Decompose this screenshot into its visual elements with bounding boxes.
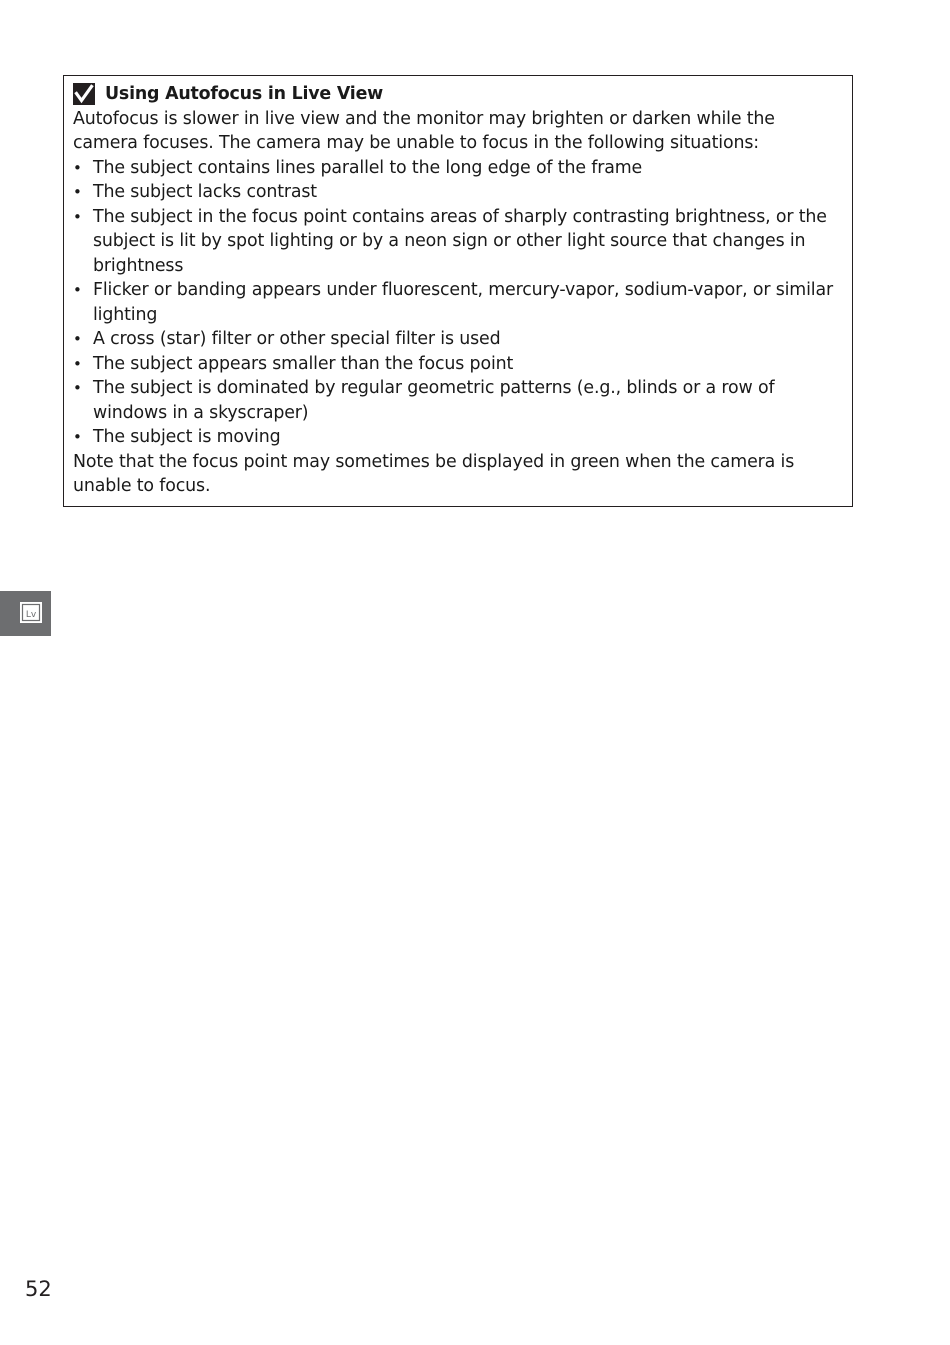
list-item — [73, 376, 840, 425]
list-item-text: The subject lacks contrast — [93, 182, 317, 202]
list-item-text: The subject is moving — [93, 427, 281, 447]
list-item-text: The subject contains lines parallel to the long edge of the frame — [93, 157, 643, 178]
note-closing: Note that the focus point may sometimes be displayed in green when the camera is unable to focus. — [73, 451, 795, 496]
live-view-icon-label: Lv — [25, 609, 37, 620]
list-item-text: The subject is dominated by regular geometric patterns (e.g., blinds or a row of windows in a skyscraper) — [93, 378, 775, 423]
list-item — [73, 278, 840, 327]
live-view-icon — [20, 602, 42, 623]
note-heading — [73, 82, 840, 107]
list-item-text: Flicker or banding appears under fluorescent, mercury-vapor, sodium-vapor, or similar lighting — [93, 280, 833, 325]
bullet: • — [73, 183, 82, 201]
checkmark-note-icon — [73, 83, 95, 105]
bullet: • — [73, 158, 82, 177]
list-item — [73, 327, 840, 352]
bullet: • — [73, 379, 82, 397]
list-item-text: The subject in the focus point contains areas of sharply contrasting brightness, or the subject is lit by spot lighting or by a neon sign or other light source that changes in brightness — [93, 206, 827, 276]
bullet: • — [73, 354, 82, 373]
bullet: • — [73, 207, 82, 226]
page-number: 52 — [25, 1277, 52, 1301]
bullet: • — [73, 281, 82, 299]
list-item — [73, 156, 840, 181]
note-title: Using Autofocus in Live View — [105, 84, 384, 104]
note-box — [63, 75, 853, 507]
bullet: • — [73, 330, 82, 348]
list-item-text: A cross (star) filter or other special filter is used — [93, 329, 501, 349]
list-item — [73, 425, 840, 450]
chapter-side-tab — [0, 591, 51, 636]
list-item-text: The subject appears smaller than the focus point — [93, 353, 514, 374]
bullet: • — [73, 428, 82, 446]
note-intro: Autofocus is slower in live view and the monitor may brighten or darken while the camera focuses. The camera may be unable to focus in the following situations: — [73, 108, 775, 153]
list-item — [73, 205, 840, 279]
list-item — [73, 180, 840, 205]
list-item — [73, 352, 840, 377]
condition-list — [73, 156, 840, 450]
